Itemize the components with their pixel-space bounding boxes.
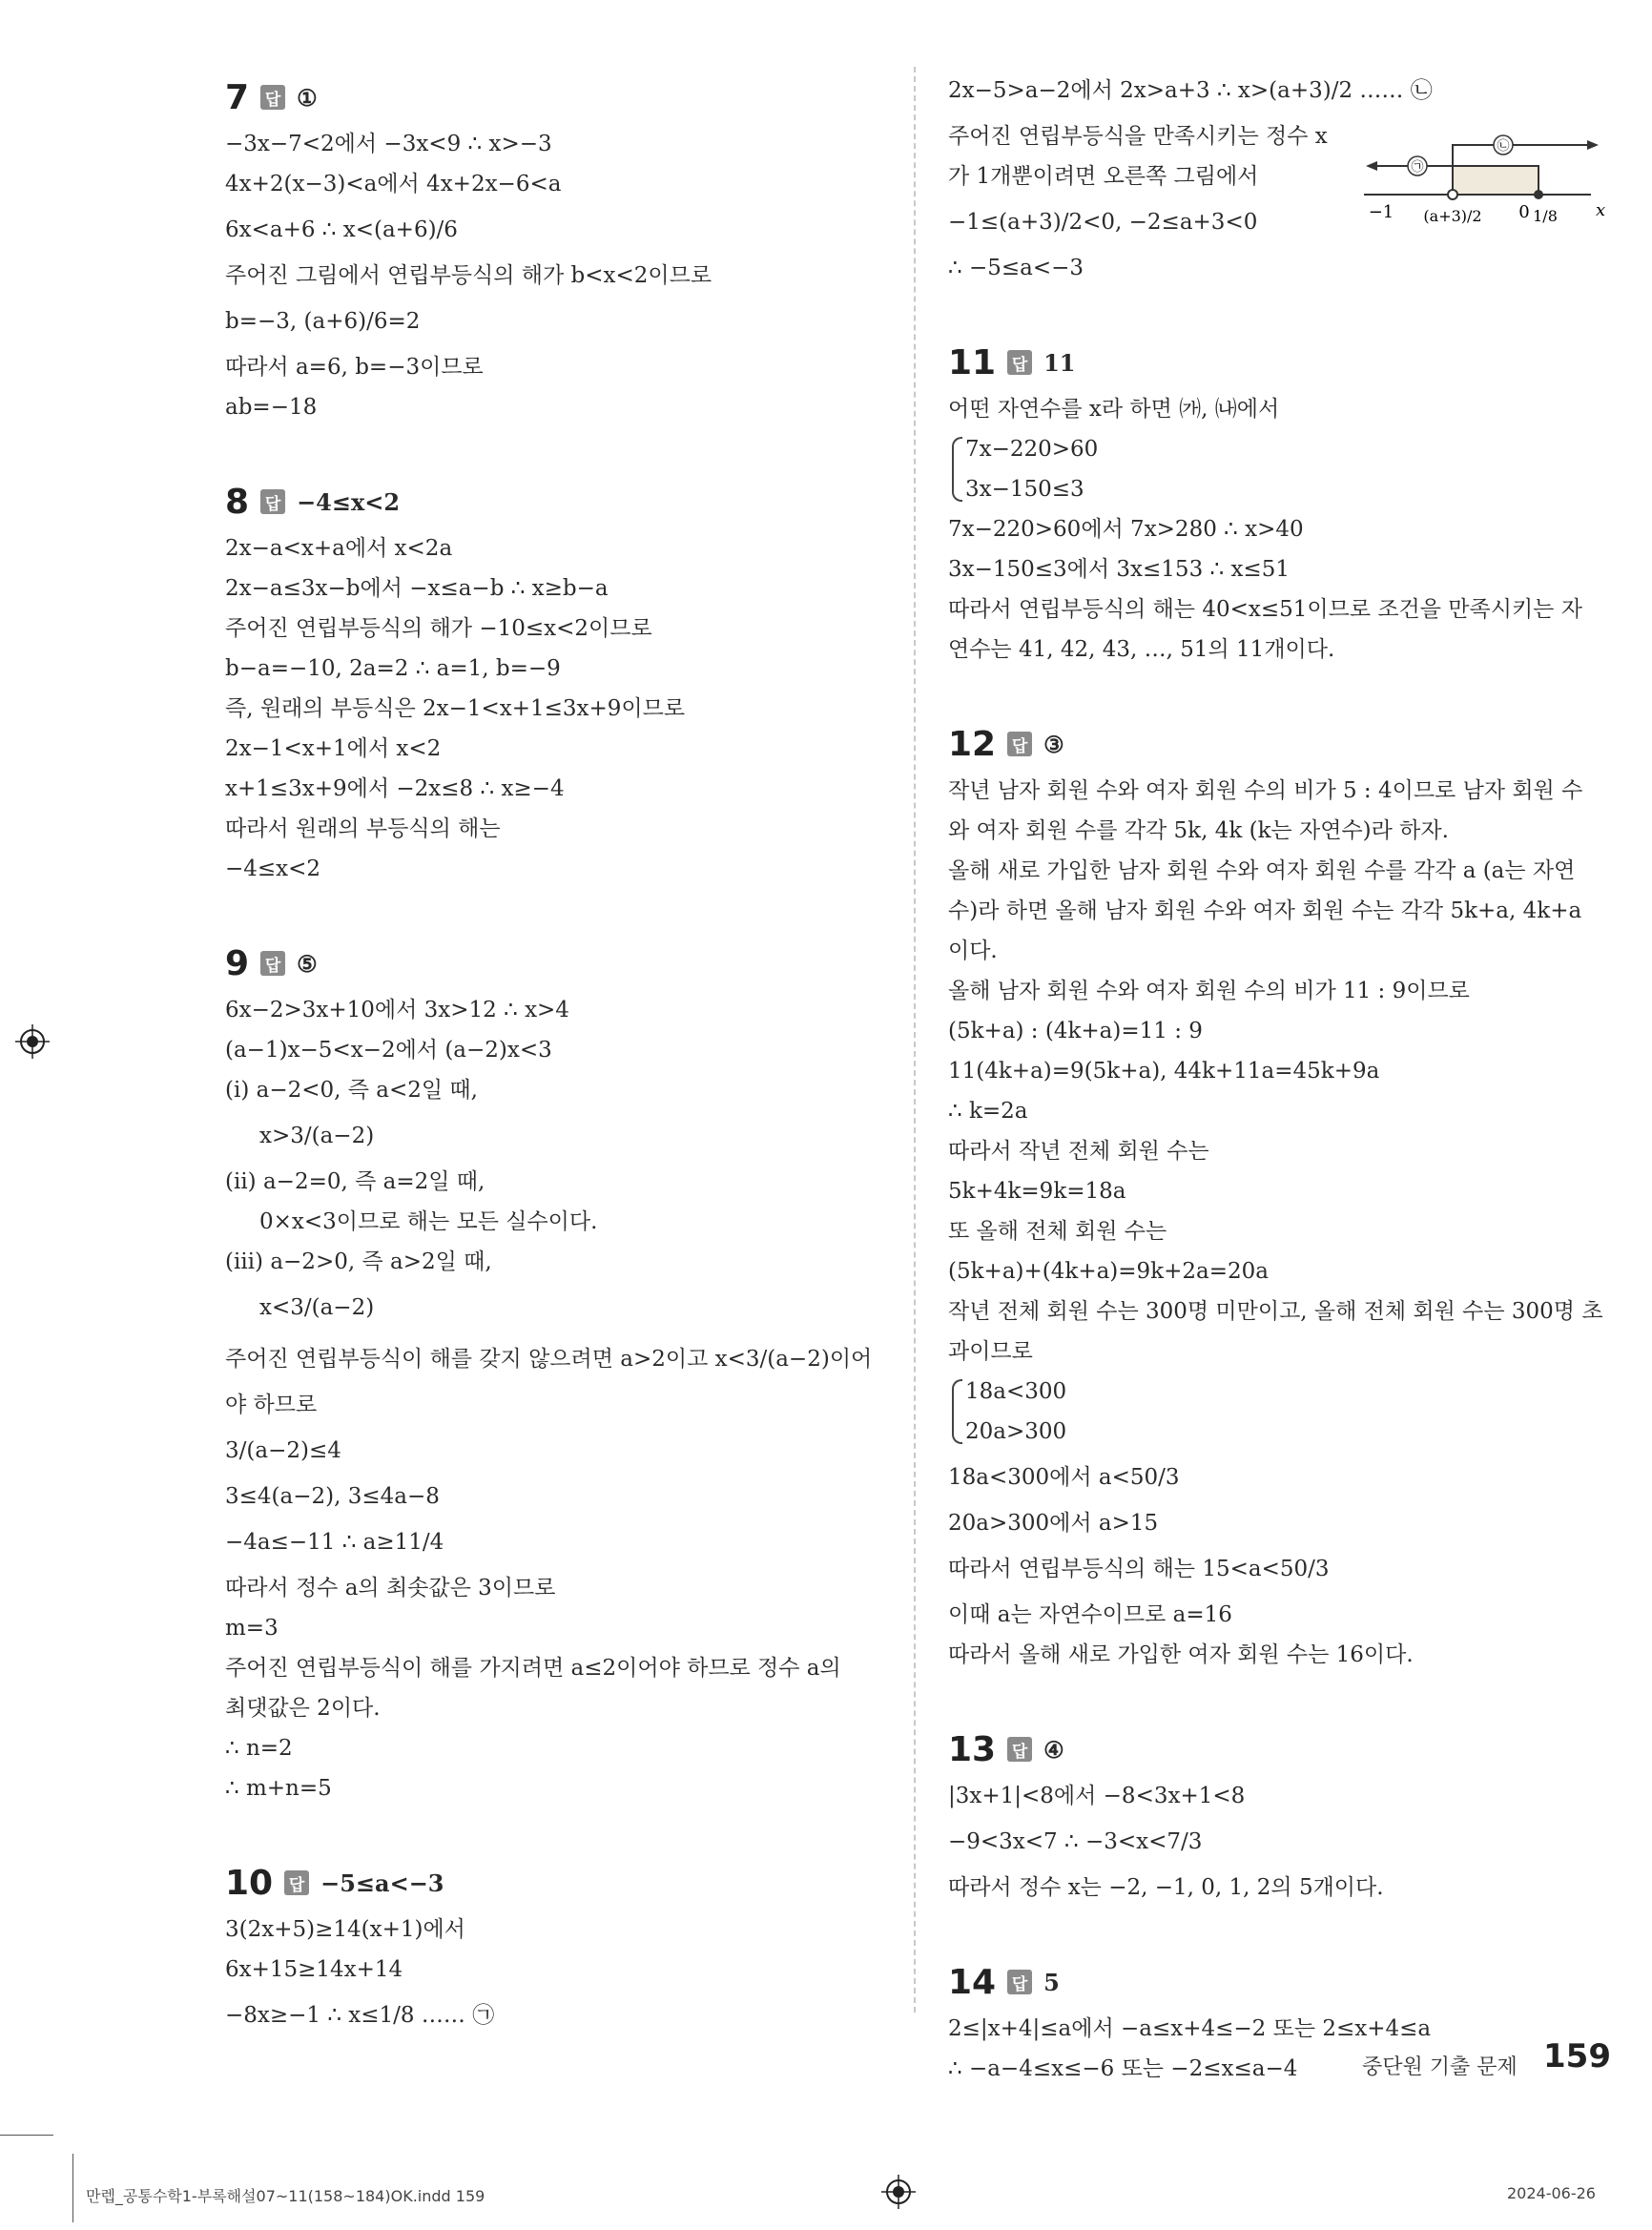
trim-mark	[72, 2154, 73, 2222]
question-number: 13	[948, 1729, 997, 1769]
solution-line: 2x−5>a−2에서 2x>a+3 ∴ x>(a+3)/2 …… ㉡	[948, 78, 1433, 103]
solution-line: 따라서 연립부등식의 해는 15<a<50/3	[948, 1557, 1330, 1581]
question-number: 9	[225, 943, 250, 983]
answer-badge: 답	[260, 85, 285, 110]
question-7-header	[225, 71, 883, 124]
solution-line: 18a<300에서 a<50/3	[948, 1465, 1180, 1490]
solution-line: 올해 남자 회원 수와 여자 회원 수의 비가 11 : 9이므로	[948, 979, 1470, 1003]
answer-text: ①	[297, 83, 318, 112]
solution-line: −4a≤−11 ∴ a≥11/4	[225, 1530, 444, 1555]
solution-line: 최댓값은 2이다.	[225, 1696, 381, 1721]
solution-line: 6x−2>3x+10에서 3x>12 ∴ x>4	[225, 998, 569, 1022]
solution-line: 작년 남자 회원 수와 여자 회원 수의 비가 5 : 4이므로 남자 회원 수	[948, 778, 1583, 803]
solution-line: 주어진 연립부등식을 만족시키는 정수 x	[948, 124, 1328, 149]
solution-line: 가 1개뿐이려면 오른쪽 그림에서	[948, 164, 1259, 189]
tick-label: (a+3)/2	[1423, 207, 1482, 225]
system-line: 7x−220>60	[965, 437, 1099, 462]
solution-line: 주어진 연립부등식의 해가 −10≤x<2이므로	[225, 616, 652, 641]
answer-badge: 답	[260, 951, 285, 976]
solution-line: 7x−220>60에서 7x>280 ∴ x>40	[948, 517, 1304, 542]
solution-line: −1≤(a+3)/2<0, −2≤a+3<0	[948, 210, 1258, 235]
solution-line: 0×x<3이므로 해는 모든 실수이다.	[259, 1209, 598, 1234]
file-name: 만렙_공통수학1-부록해설07~11(158~184)OK.indd 159	[86, 2187, 485, 2205]
inequality-system	[948, 1372, 1600, 1452]
solution-line: 어떤 자연수를 x라 하면 ㈎, ㈏에서	[948, 397, 1280, 422]
system-line: 3x−150≤3	[965, 477, 1084, 502]
solution-line: 주어진 연립부등식이 해를 갖지 않으려면 a>2이고 x<3/(a−2)이어	[225, 1347, 873, 1372]
solution-line: 따라서 작년 전체 회원 수는	[948, 1139, 1209, 1164]
question-13-header	[948, 1723, 1600, 1776]
solution-line: 이때 a는 자연수이므로 a=16	[948, 1602, 1232, 1627]
solution-line: 주어진 그림에서 연립부등식의 해가 b<x<2이므로	[225, 263, 712, 288]
number-line-figure	[1362, 134, 1610, 258]
solution-line: 즉, 원래의 부등식은 2x−1<x+1≤3x+9이므로	[225, 696, 686, 721]
solution-line: ∴ k=2a	[948, 1099, 1028, 1124]
solution-line: |3x+1|<8에서 −8<3x+1<8	[948, 1784, 1246, 1808]
solution-line: −9<3x<7 ∴ −3<x<7/3	[948, 1829, 1203, 1854]
answer-text: 5	[1043, 1968, 1060, 1996]
solution-line: 6x<a+6 ∴ x<(a+6)/6	[225, 217, 458, 242]
registration-mark-bottom	[881, 2175, 916, 2209]
inequality-system	[948, 429, 1600, 509]
solution-line: 따라서 올해 새로 가입한 여자 회원 수는 16이다.	[948, 1642, 1414, 1667]
question-8-header	[225, 475, 883, 528]
solution-line: 3≤4(a−2), 3≤4a−8	[225, 1484, 440, 1509]
question-number: 12	[948, 724, 997, 764]
solution-line: 주어진 연립부등식이 해를 가지려면 a≤2이어야 하므로 정수 a의	[225, 1656, 841, 1681]
solution-line: 올해 새로 가입한 남자 회원 수와 여자 회원 수를 각각 a (a는 자연	[948, 858, 1576, 883]
answer-badge: 답	[1007, 1737, 1032, 1762]
solution-line: ∴ n=2	[225, 1736, 293, 1761]
solution-line: b−a=−10, 2a=2 ∴ a=1, b=−9	[225, 656, 561, 681]
left-column	[225, 65, 883, 2041]
right-column	[948, 65, 1603, 2089]
answer-badge: 답	[1007, 732, 1032, 756]
section-label: 중단원 기출 문제	[1362, 2055, 1518, 2079]
solution-line: 야 하므로	[225, 1393, 318, 1417]
solution-line: x+1≤3x+9에서 −2x≤8 ∴ x≥−4	[225, 776, 565, 801]
question-12-header	[948, 717, 1600, 771]
solution-line: 6x+15≥14x+14	[225, 1957, 403, 1982]
answer-text: ③	[1043, 730, 1064, 758]
solution-line: (5k+a)+(4k+a)=9k+2a=20a	[948, 1259, 1269, 1284]
solution-line: (ⅲ) a−2>0, 즉 a>2일 때,	[225, 1249, 492, 1274]
question-number: 14	[948, 1962, 997, 2002]
solution-line: ∴ −5≤a<−3	[948, 256, 1084, 280]
solution-line: 따라서 a=6, b=−3이므로	[225, 355, 484, 380]
question-10-header	[225, 1856, 883, 1910]
solution-line: 이다.	[948, 939, 998, 963]
solution-line: 3x−150≤3에서 3x≤153 ∴ x≤51	[948, 557, 1290, 582]
solution-line: 또 올해 전체 회원 수는	[948, 1219, 1167, 1244]
solution-line: 작년 전체 회원 수는 300명 미만이고, 올해 전체 회원 수는 300명 초	[948, 1299, 1603, 1324]
solution-line: x>3/(a−2)	[259, 1124, 375, 1148]
tick-label: 1/8	[1533, 207, 1558, 225]
question-number: 8	[225, 482, 250, 522]
tick-label: 0	[1518, 202, 1530, 222]
answer-text: ④	[1043, 1735, 1064, 1764]
solution-line: 3/(a−2)≤4	[225, 1438, 341, 1463]
solution-line: 3(2x+5)≥14(x+1)에서	[225, 1917, 465, 1942]
solution-line: 따라서 정수 x는 −2, −1, 0, 1, 2의 5개이다.	[948, 1875, 1384, 1900]
system-line: 18a<300	[965, 1379, 1067, 1404]
solution-line: ab=−18	[225, 395, 318, 420]
answer-text: −5≤a<−3	[320, 1869, 444, 1897]
answer-badge: 답	[1007, 350, 1032, 375]
closed-point	[1534, 190, 1543, 199]
solution-line: x<3/(a−2)	[259, 1295, 375, 1320]
solution-line: ∴ −a−4≤x≤−6 또는 −2≤x≤a−4	[948, 2056, 1298, 2081]
print-date: 2024-06-26	[1507, 2184, 1596, 2202]
arrow-2-head	[1587, 140, 1599, 150]
registration-mark-left	[15, 1024, 50, 1059]
solution-line: (a−1)x−5<x−2에서 (a−2)x<3	[225, 1038, 552, 1063]
page-number: 159	[1543, 2037, 1611, 2075]
solution-line: (ⅱ) a−2=0, 즉 a=2일 때,	[225, 1169, 485, 1194]
solution-line: 따라서 원래의 부등식의 해는	[225, 816, 501, 841]
solution-line: m=3	[225, 1616, 279, 1641]
question-number: 10	[225, 1863, 274, 1903]
solution-line: 5k+4k=9k=18a	[948, 1179, 1126, 1204]
answer-text: 11	[1043, 348, 1076, 377]
question-number: 7	[225, 77, 250, 117]
question-14-header	[948, 1955, 1600, 2009]
label-1: ㉠	[1411, 160, 1424, 175]
trim-mark	[0, 2135, 53, 2136]
solution-line: −4≤x<2	[225, 857, 321, 881]
open-point	[1448, 190, 1457, 199]
solution-line: 수)라 하면 올해 남자 회원 수와 여자 회원 수는 각각 5k+a, 4k+a	[948, 898, 1582, 923]
solution-line: (ⅰ) a−2<0, 즉 a<2일 때,	[225, 1078, 478, 1103]
answer-text: ⑤	[297, 949, 318, 978]
solution-line: 과이므로	[948, 1339, 1033, 1364]
tick-label: −1	[1368, 202, 1394, 222]
solution-line: −3x−7<2에서 −3x<9 ∴ x>−3	[225, 132, 552, 156]
solution-line: 따라서 정수 a의 최솟값은 3이므로	[225, 1576, 556, 1600]
solution-line: 2x−a≤3x−b에서 −x≤a−b ∴ x≥b−a	[225, 576, 609, 601]
question-number: 11	[948, 342, 997, 382]
solution-line: (5k+a) : (4k+a)=11 : 9	[948, 1019, 1203, 1043]
question-11-header	[948, 336, 1600, 389]
solution-line: b=−3, (a+6)/6=2	[225, 309, 421, 334]
solution-line: ∴ m+n=5	[225, 1776, 332, 1801]
solution-line: 2x−a<x+a에서 x<2a	[225, 536, 453, 561]
solution-line: 4x+2(x−3)<a에서 4x+2x−6<a	[225, 172, 562, 196]
system-line: 20a>300	[965, 1419, 1067, 1444]
solution-line: 연수는 41, 42, 43, …, 51의 11개이다.	[948, 637, 1335, 662]
solution-region	[1453, 166, 1538, 195]
solution-line: 2x−1<x+1에서 x<2	[225, 736, 442, 761]
solution-line: 20a>300에서 a>15	[948, 1511, 1159, 1536]
answer-text: −4≤x<2	[297, 487, 401, 516]
answer-badge: 답	[260, 489, 285, 514]
solution-line: 11(4k+a)=9(5k+a), 44k+11a=45k+9a	[948, 1059, 1380, 1084]
solution-line: 따라서 연립부등식의 해는 40<x≤51이므로 조건을 만족시키는 자	[948, 597, 1582, 622]
answer-badge: 답	[1007, 1970, 1032, 1994]
answer-badge: 답	[284, 1870, 309, 1895]
column-divider	[914, 67, 916, 2013]
solution-line: 2≤|x+4|≤a에서 −a≤x+4≤−2 또는 2≤x+4≤a	[948, 2016, 1432, 2041]
solution-line: 와 여자 회원 수를 각각 5k, 4k (k는 자연수)라 하자.	[948, 818, 1449, 843]
label-2: ㉡	[1497, 139, 1510, 154]
arrow-1-head	[1366, 161, 1377, 171]
question-9-header	[225, 937, 883, 990]
solution-line: −8x≥−1 ∴ x≤1/8 …… ㉠	[225, 2003, 495, 2028]
axis-label: x	[1596, 200, 1606, 220]
